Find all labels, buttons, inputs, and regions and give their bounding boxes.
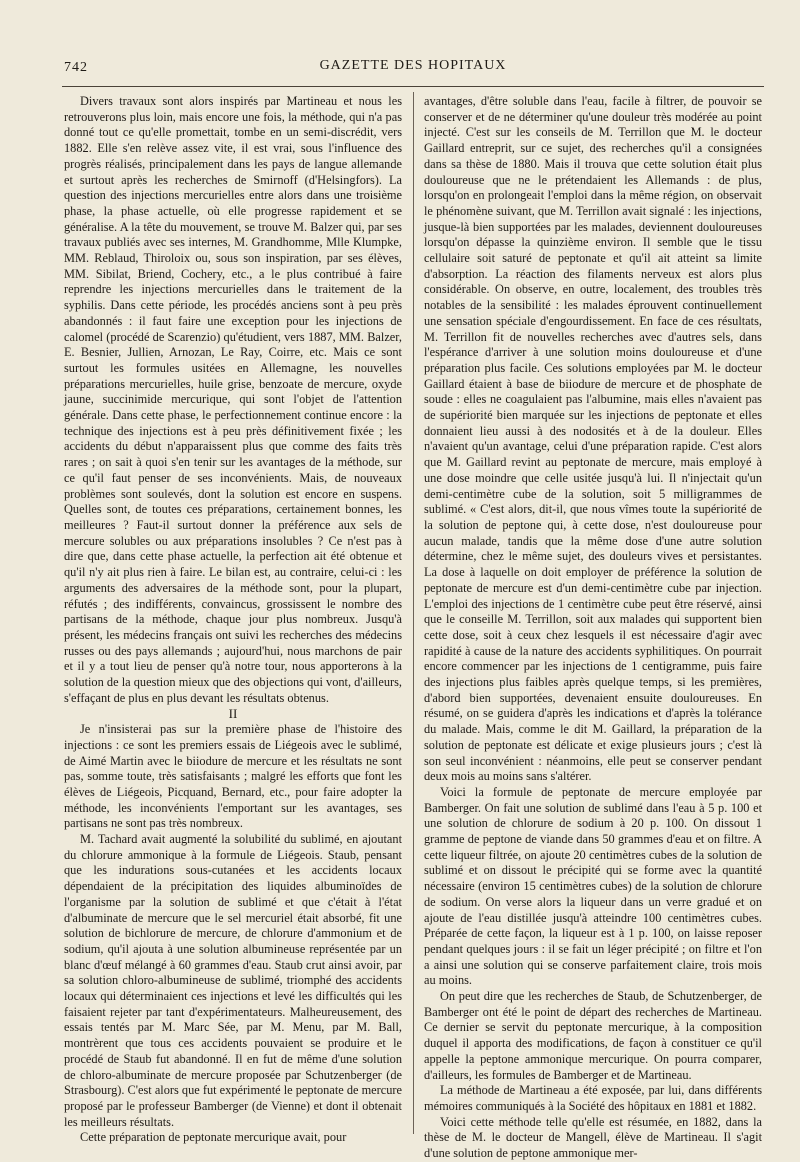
right-column [424,94,762,1161]
paragraph: avantages, d'être soluble dans l'eau, facile à filtrer, de pouvoir se conserver et de ne déterminer qu'une douleur très modérée au point injecté. C'est sur les conseils de M. Terrillon que M. le docteur Gaillard entreprit, sur ce sujet, des recherches qu'il a consignées dans sa thèse de 1880. Mais il trouva que cette solution était plus douloureuse que ne le prétendaient les Allemands : de plus, lorsqu'on en prolongeait l'emploi dans la même région, on observait le phénomène suivant, que M. Terrillon avait signalé : les injections, jusque-là bien supportées par les malades, deviennent douloureuses lorsqu'on dépasse la quinzième environ. Il semble que le tissu cellulaire soit saturé de peptonate et qu'il ait atteint sa limite d'absorption. La réaction des filaments nerveux est alors plus considérable. On observe, en outre, localement, des troubles très notables de la sensibilité : les malades éprouvent continuellement une sensation spéciale d'engourdissement. En face de ces résultats, M. Terrillon fit de nouvelles recherches avec d'autres sels, dans l'espérance d'arriver à une solution moins douloureuse et d'une préparation plus facile. Ces solutions employées par M. le docteur Gaillard étaient à base de biiodure de mercure et de phosphate de soude : elles ne coagulaient pas l'albumine, mais elles n'avaient pas de supériorité bien marquée sur les injections de peptonate et elles donnaient lieu aussi à des nodosités et à de la douleur. Elles n'avaient qu'un avantage, celui d'une préparation rapide. C'est alors que M. Gaillard revint au peptonate de mercure, mais employé à une dose moindre que celle usitée jusqu'à lui. Il n'injectait qu'un demi-centimètre cube de la solution, soit 5 milligrammes de sublimé. « C'est alors, dit-il, que nous vîmes toute la supériorité de la solution de peptone qui, à cette dose, n'est douloureuse pour aucun malade, tandis que la même dose d'une autre solution détermine, chez le même sujet, des douleurs vives et persistantes. La dose à laquelle on doit employer de préférence la solution de peptonate de mercure est d'un demi-centimètre cube par injection. L'emploi des injections de 1 centimètre cube peut être réservé, ainsi que le conseille M. Terrillon, soit aux malades qui supportent bien cette dose, soit à ceux chez lesquels il est nécessaire d'agir avec rapidité à cause de la nature des accidents syphilitiques. On pourrait encore commencer par les injections de 1 centigramme, puis faire des injections plus faibles après quelque temps, si les premières, d'abord bien supportées, devenaient ensuite douloureuses. En résumé, on se guidera d'après les indications et d'après la tolérance du malade. Mais, comme le dit M. Gaillard, la préparation de la solution de peptonate est délicate et exige plusieurs jours ; c'est là son seul inconvénient : néanmoins, elle peut se conserver pendant deux mois au moins sans s'altérer. [424,94,762,784]
paragraph: La méthode de Martineau a été exposée, par lui, dans différents mémoires communiqués à la Société des hôpitaux en 1881 et 1882. [424,1083,762,1113]
paragraph: M. Tachard avait augmenté la solubilité du sublimé, en ajoutant du chlorure ammonique à la formule de Liégeois. Staub, pensant que les indurations sous-cutanées et les accidents locaux dépendaient de la précipitation des liquides albuminoïdes de l'organisme par la solution de sublimé et que c'était à l'état d'albuminate de mercure que le sel mercuriel était absorbé, fit une solution de bichlorure de mercure, de chlorure d'ammonium et de sodium, qu'il ajouta à une solution albumineuse représentée par un blanc d'œuf mélangé à 60 grammes d'eau. Staub crut ainsi avoir, par sa solution chloro-albumineuse de sublimé, triomphé des accidents locaux qui déterminaient ces injections et levé les difficultés qui les faisaient rejeter par tant d'expérimentateurs. Malheureusement, des essais tentés par M. Marc Sée, par M. Menu, par M. Ball, montrèrent que tous ces accidents pouvaient se produire et le procédé de Staub fut abandonné. Il en fut de même d'une solution de chloro-albuminate de mercure proposée par Schutzenberger (de Strasbourg). C'est alors que fut expérimenté le peptonate de mercure proposé par le professeur Bamberger (de Vienne) et dont il obtenait les meilleurs résultats. [64,832,402,1129]
paragraph: Voici la formule de peptonate de mercure employée par Bamberger. On fait une solution de sublimé dans l'eau à 5 p. 100 et une solution de chlorure de sodium à 20 p. 100. On dissout 1 gramme de peptone de viande dans 50 grammes d'eau et on filtre. A cette liqueur filtrée, on ajoute 20 centimètres cubes de la solution de sublimé et on dissout le précipité qui se forme avec la quantité nécessaire (environ 15 centimètres cubes) de la solution de chlorure de sodium. On verse alors la liqueur dans un verre gradué et on ajoute de l'eau distillée jusqu'à atteindre 100 centimètres cubes. Préparée de cette façon, la liqueur est à 1 p. 100, on laisse reposer pendant quelques jours : il se fait un léger précipité ; on filtre et l'on a ainsi une solution qui se conserve parfaitement claire, trois mois au moins. [424,784,762,988]
section-heading: II [228,706,238,722]
paragraph: Cette préparation de peptonate mercurique avait, pour [80,1130,347,1145]
paragraph: On peut dire que les recherches de Staub, de Schutzenberger, de Bamberger ont été le point de départ des recherches de Martineau. Ce dernier se servit du peptonate mercurique, à la composition duquel il apporta des modifications, de façon à constituer ce qu'il appelle la peptone ammonique mercurique. On pourra comparer, d'ailleurs, les formules de Bamberger et de Martineau. [424,989,762,1082]
paragraph: Voici cette méthode telle qu'elle est résumée, en 1882, dans la thèse de M. le docteur de Mangell, élève de Martineau. Il s'agit d'une solution de peptone ammonique mer- [424,1114,762,1161]
header-rule [62,86,764,87]
paragraph: Je n'insisterai pas sur la première phase de l'histoire des injections : ce sont les premiers essais de Liégeois avec le sublimé, de Aimé Martin avec le biiodure de mercure et les résultats ne sont pas, somme toute, très satisfaisants ; malgré les efforts que font les élèves de Liégeois, Picquand, Bernard, etc., pour faire adopter la méthode, les inconvénients l'emportant sur les avantages, ses partisans ne sont pas très nombreux. [64,722,402,831]
column-divider [413,92,414,1134]
running-title: GAZETTE DES HOPITAUX [319,58,507,73]
page-header [64,58,762,78]
page-number: 742 [64,60,88,75]
left-column [64,94,402,1145]
paragraph: Divers travaux sont alors inspirés par Martineau et nous les retrouverons plus loin, mais encore une fois, la méthode, qui n'a pas donné tout ce qu'elle promettait, tombe en un semi-discrédit, vers 1882. Elle s'en relève assez vite, il est vrai, sous l'influence des progrès réalisés, principalement dans les pays de langue allemande et surtout après les recherches de Smirnoff (d'Helsingfors). La question des injections mercurielles entre alors dans une troisième phase, la phase actuelle, où elle progresse rapidement et se généralise. A la tête du mouvement, se trouve M. Balzer qui, par ses travaux publiés avec ses internes, M. Grandhomme, Mlle Klumpke, MM. Reblaud, Thiroloix ou, sous son inspiration, par ses élèves, MM. Sibilat, Briend, Cochery, etc., a le plus contribué à faire reprendre les injections mercurielles dans le traitement de la syphilis. Dans cette période, les procédés anciens sont à peu près abandonnés : il faut faire une exception pour les injections de calomel (procédé de Scarenzio) qu'étudient, vers 1887, MM. Balzer, E. Besnier, Jullien, Arnozan, Le Ray, Coirre, etc. Mais ce sont surtout les formules usitées en Allemagne, les nouvelles préparations mercurielles, huile grise, benzoate de mercure, oxyde jaune, succinimide mercurique, qui sont l'objet de l'attention générale. Dans cette phase, le perfectionnement continue encore : la technique des injections est à peu près définitivement fixée ; les accidents du début n'apparaissent plus que comme des faits très rares ; on sait à quoi s'en tenir sur les avantages de la méthode, sur ce qu'il faut penser de ses inconvénients. Mais, de nouveaux problèmes sont soulevés, dont la solution est encore en suspens. Quelles sont, de toutes ces préparations, certainement bonnes, les meilleures ? Faut-il surtout donner la préférence aux sels de mercure solubles ou aux préparations insolubles ? Ce n'est pas à dire que, dans cette phase actuelle, la perfection ait été obtenue et qu'il n'y ait plus rien à faire. Le bilan est, au contraire, celui-ci : les arguments des adversaires de la méthode sont, pour la plupart, réfutés ; des indifférents, convaincus, grossissent le nombre des partisans de la méthode, chaque jour plus nombreux. Jusqu'à présent, les médecins français ont suivi les recherches des médecins russes ou des pays allemands ; aujourd'hui, nous marchons de pair et il y a tout lieu de penser qu'à notre tour, nous apporterons à la solution de la question mieux que des objections qui vont, d'ailleurs, s'effaçant de plus en plus devant les résultats obtenus. [64,94,402,705]
